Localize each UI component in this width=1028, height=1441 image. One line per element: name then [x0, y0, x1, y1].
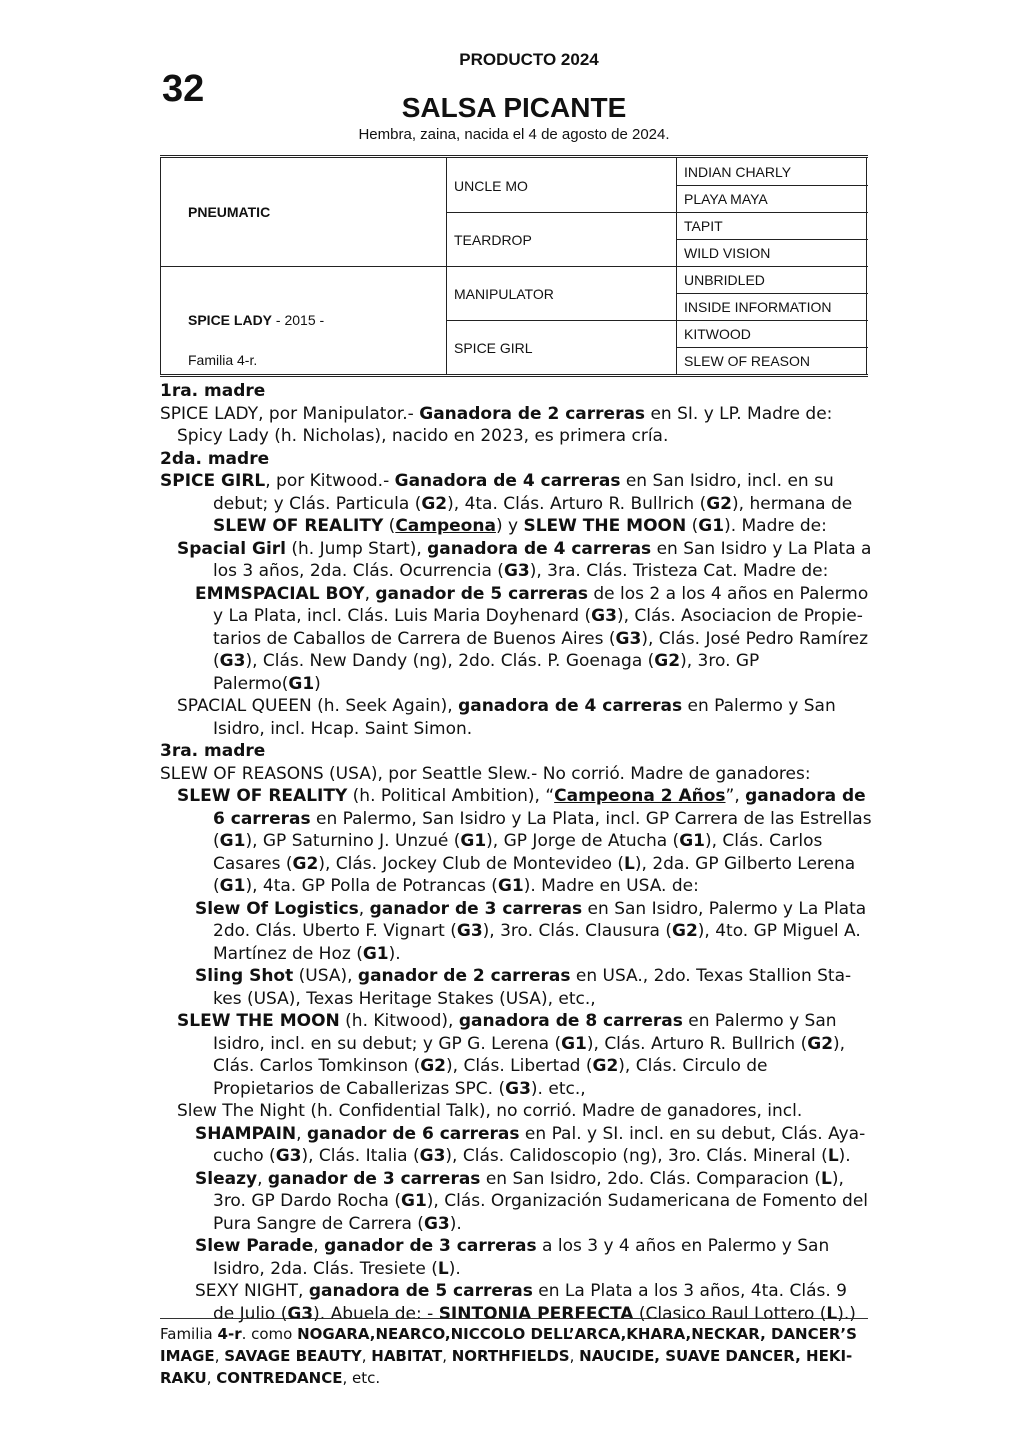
offspring-spacial-queen: SPACIAL QUEEN (h. Seek Again), ganadora de 4 carreras en Palermo y San Isidro, incl. Hcap. Saint Simon. [177, 696, 836, 739]
catalog-body [160, 380, 872, 1325]
grandsire-4: SPICE GIRL [454, 340, 533, 356]
offspring-shampain: SHAMPAIN, ganador de 6 carreras en Pal. y SI. incl. en su debut, Clás. Ayacucho (G3), Clás. Italia (G3), Clás. Calidoscopio (ng), 3ro. Clás. Mineral (L). [195, 1123, 866, 1166]
ped-mid-line [160, 266, 868, 267]
third-dam-entry: SLEW OF REASONS (USA), por Seattle Slew.- No corrió. Madre de ganadores: [160, 763, 811, 784]
family-label: Familia 4-r. [188, 352, 258, 368]
offspring-emmspacial-boy: EMMSPACIAL BOY, ganador de 5 carreras de los 2 a los 4 años en Palermo y La Plata, incl. Clás. Luis Maria Doyhenard (G3), Clás. Asociacion de Propietarios de Caballos de Carrera de Buenos Aires (G3), Clás. José Pedro Ramírez (G3), Clás. New Dandy (ng), 2do. Clás. P. Goenaga (G2), 3ro. GP Palermo(G1) [195, 583, 869, 694]
ped-line-e3 [676, 239, 868, 240]
offspring-sleazy: Sleazy, ganador de 3 carreras en San Isidro, 2do. Clás. Comparacion (L), 3ro. GP Dardo Rocha (G1), Clás. Organización Sudamericana de Fomento del Pura Sangre de Carrera (G3). [195, 1168, 869, 1234]
grandsire-2: TEARDROP [454, 232, 532, 248]
first-dam-entry: SPICE LADY, por Manipulator.- Ganadora de 2 carreras en SI. y LP. Madre de: [160, 403, 833, 424]
offspring-slew-parade: Slew Parade, ganador de 3 carreras a los 3 y 4 años en Palermo y San Isidro, 2da. Clás. Tresiete (L). [195, 1236, 830, 1279]
offspring-sexy-night: SEXY NIGHT, ganadora de 5 carreras en La Plata a los 3 años, 4ta. Clás. 9 de Julio (G3). Abuela de: - SINTONIA PERFECTA (Clasico Raul Lottero (L).) [195, 1281, 856, 1324]
section-second-dam: 2da. madre [160, 448, 270, 469]
ggp-1: INDIAN CHARLY [684, 164, 792, 180]
offspring-slew-of-logistics: Slew Of Logistics, ganador de 3 carreras en San Isidro, Palermo y La Plata 2do. Clás. Uberto F. Vignart (G3), 3ro. Clás. Clausura (G2), 4to. GP Miguel A. Martínez de Hoz (G1). [195, 898, 867, 964]
ggp-3: TAPIT [684, 218, 723, 234]
ped-line-q1 [446, 212, 868, 213]
ggp-7: KITWOOD [684, 326, 751, 342]
footer-divider [160, 1318, 868, 1319]
ped-line-e5 [676, 293, 868, 294]
second-dam-entry: SPICE GIRL, por Kitwood.- Ganadora de 4 carreras en San Isidro, incl. en su debut; y Clás. Particula (G2), 4ta. Clás. Arturo R. Bullrich (G2), hermana de SLEW OF REALITY (Campeona) y SLEW THE MOON (G1). Madre de: [160, 471, 853, 536]
offspring-slew-the-moon: SLEW THE MOON (h. Kitwood), ganadora de 8 carreras en Palermo y San Isidro, incl. en su debut; y GP G. Lerena (G1), Clás. Arturo R. Bullrich (G2), Clás. Carlos Tomkinson (G2), Clás. Libertad (G2), Clás. Circulo de Propietarios de Caballerizas SPC. (G3). etc., [177, 1011, 846, 1099]
grandsire-1: UNCLE MO [454, 178, 528, 194]
offspring-sling-shot: Sling Shot (USA), ganador de 2 carreras en USA., 2do. Texas Stallion Stakes (USA), Texas Heritage Stakes (USA), etc., [195, 966, 852, 1009]
ped-line-e1 [676, 185, 868, 186]
ped-line-e7 [676, 347, 868, 348]
grandsire-3: MANIPULATOR [454, 286, 554, 302]
first-dam-offspring: Spicy Lady (h. Nicholas), nacido en 2023, es primera cría. [177, 426, 669, 446]
sire-name: PNEUMATIC [188, 204, 271, 220]
ggp-4: WILD VISION [684, 245, 771, 261]
ped-line-q3 [446, 320, 868, 321]
horse-description: Hembra, zaina, nacida el 4 de agosto de 2024. [358, 126, 670, 143]
lot-number: 32 [162, 68, 205, 110]
dam-cell [188, 312, 324, 328]
section-first-dam: 1ra. madre [160, 381, 266, 401]
offspring-spacial-girl: Spacial Girl (h. Jump Start), ganadora de 4 carreras en San Isidro y La Plata a los 3 años, 2da. Clás. Ocurrencia (G3), 3ra. Clás. Tristeza Cat. Madre de: [177, 538, 872, 581]
producto-label: PRODUCTO 2024 [459, 50, 599, 69]
ggp-5: UNBRIDLED [684, 272, 765, 288]
ggp-8: SLEW OF REASON [684, 353, 811, 369]
offspring-slew-the-night: Slew The Night (h. Confidential Talk), no corrió. Madre de ganadores, incl. [177, 1101, 803, 1121]
offspring-slew-of-reality: SLEW OF REALITY (h. Political Ambition), “Campeona 2 Años”, ganadora de 6 carreras en Palermo, San Isidro y La Plata, incl. GP Carrera de las Estrellas (G1), GP Saturnino J. Unzué (G1), GP Jorge de Atucha (G1), Clás. Carlos Casares (G2), Clás. Jockey Club de Montevideo (L), 2da. GP Gilberto Lerena (G1), 4ta. GP Polla de Potrancas (G1). Madre en USA. de: [177, 786, 872, 896]
dam-year: - 2015 - [272, 312, 325, 328]
dam-name: SPICE LADY [188, 312, 273, 328]
section-third-dam: 3ra. madre [160, 741, 266, 761]
pedigree-table [160, 155, 868, 377]
ggp-6: INSIDE INFORMATION [684, 299, 832, 315]
horse-name: SALSA PICANTE [401, 92, 627, 123]
family-footer: Familia 4-r. como NOGARA,NEARCO,NICCOLO DELL’ARCA,KHARA,NECKAR, DANCER’S IMAGE, SAVAGE BEAUTY, HABITAT, NORTHFIELDS, NAUCIDE, SUAVE DANCER, HEKIRAKU, CONTREDANCE, etc. [160, 1325, 857, 1387]
ggp-2: PLAYA MAYA [684, 191, 768, 207]
